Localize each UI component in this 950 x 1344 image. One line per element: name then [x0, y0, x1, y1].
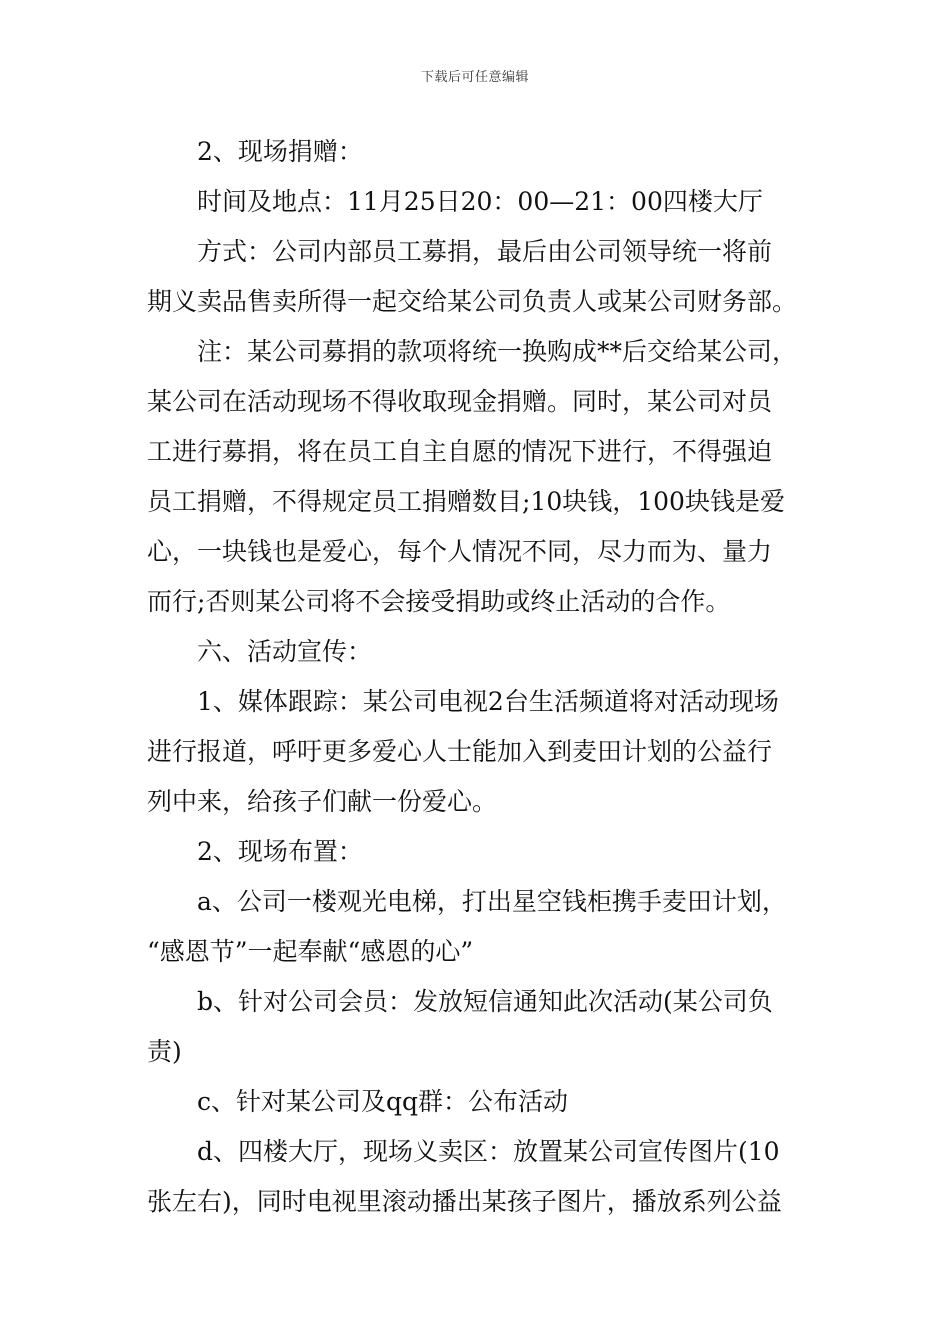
paragraph-line: 期义卖品售卖所得一起交给某公司负责人或某公司财务部。: [147, 287, 798, 316]
paragraph-line: 注：某公司募捐的款项将统一换购成**后交给某公司，: [197, 337, 798, 366]
section-heading: 六、活动宣传：: [197, 637, 373, 666]
paragraph-line: 列中来，给孩子们献一份爱心。: [147, 787, 498, 816]
paragraph-line: 心，一块钱也是爱心，每个人情况不同，尽力而为、量力: [147, 537, 773, 566]
paragraph-line: c、针对某公司及qq群：公布活动: [197, 1087, 569, 1116]
paragraph-line: 而行;否则某公司将不会接受捐助或终止活动的合作。: [147, 587, 731, 616]
paragraph-line: 进行报道，呼吁更多爱心人士能加入到麦田计划的公益行: [147, 737, 773, 766]
paragraph-line: 工进行募捐，将在员工自主自愿的情况下进行，不得强迫: [147, 437, 773, 466]
paragraph-line: a、公司一楼观光电梯，打出星空钱柜携手麦田计划，: [197, 887, 787, 916]
paragraph-line: “感恩节”一起奉献“感恩的心”: [147, 937, 474, 966]
page-header: 下载后可任意编辑: [420, 70, 529, 85]
paragraph-line: 2、现场布置：: [197, 837, 363, 866]
paragraph-line: 某公司在活动现场不得收取现金捐赠。同时，某公司对员: [147, 387, 773, 416]
paragraph-line: 责): [147, 1037, 182, 1066]
paragraph-line: 2、现场捐赠：: [197, 137, 363, 166]
paragraph-line: b、针对公司会员：发放短信通知此次活动(某公司负: [197, 987, 773, 1016]
paragraph-line: 1、媒体跟踪：某公司电视2台生活频道将对活动现场: [197, 687, 779, 716]
paragraph-line: d、四楼大厅，现场义卖区：放置某公司宣传图片(10: [197, 1137, 780, 1166]
document-body: [147, 127, 817, 1227]
paragraph-line: 张左右)，同时电视里滚动播出某孩子图片，播放系列公益: [147, 1187, 782, 1216]
paragraph-line: 时间及地点：11月25日20：00—21：00四楼大厅: [197, 187, 763, 216]
paragraph-line: 方式：公司内部员工募捐，最后由公司领导统一将前: [197, 237, 773, 266]
paragraph-line: 员工捐赠，不得规定员工捐赠数目;10块钱，100块钱是爱: [147, 487, 785, 516]
